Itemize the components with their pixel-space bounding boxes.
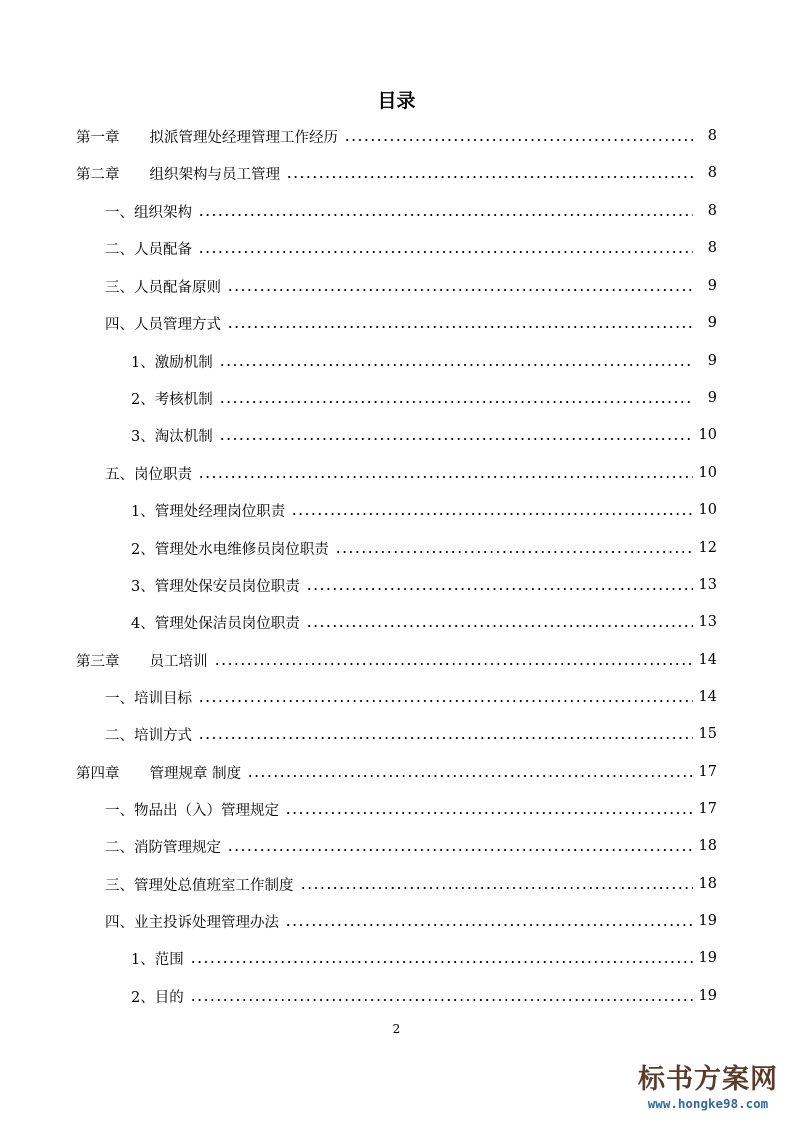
toc-entry-label xyxy=(105,201,192,222)
toc-page-number: 13 xyxy=(698,614,717,630)
toc-dot-leader xyxy=(214,663,693,665)
toc-page-number: 17 xyxy=(698,801,717,817)
toc-entry-text: 四、业主投诉处理管理办法 xyxy=(105,914,279,931)
toc-entry-text: 一、培训目标 xyxy=(105,690,192,707)
toc-page-number: 18 xyxy=(698,838,717,854)
toc-dot-leader xyxy=(344,139,693,141)
toc-entry[interactable] xyxy=(105,200,717,222)
toc-page-number: 9 xyxy=(707,278,717,294)
toc-entry[interactable] xyxy=(131,947,717,969)
toc-page-number: 14 xyxy=(698,689,717,705)
toc-page-number: 19 xyxy=(698,950,717,966)
toc-page-number: 9 xyxy=(707,353,717,369)
toc-entry[interactable] xyxy=(76,125,717,147)
toc-entry[interactable] xyxy=(105,723,717,745)
toc-dot-leader xyxy=(198,214,693,216)
toc-dot-leader xyxy=(198,700,693,702)
toc-entry[interactable] xyxy=(131,350,717,372)
toc-entry-label xyxy=(105,313,221,334)
toc-entry-label xyxy=(131,612,300,633)
toc-entry-label xyxy=(105,836,221,857)
toc-entry-label xyxy=(76,762,241,783)
toc-entry-text: 拟派管理处经理管理工作经历 xyxy=(149,129,338,146)
toc-dot-leader xyxy=(306,625,693,627)
toc-entry[interactable] xyxy=(131,574,717,596)
toc-dot-leader xyxy=(190,999,693,1001)
toc-page-number: 12 xyxy=(698,540,717,556)
toc-entry-text: 三、管理处总值班室工作制度 xyxy=(105,877,294,894)
toc-page-number: 13 xyxy=(698,577,717,593)
toc-entry[interactable] xyxy=(105,462,717,484)
toc-entry[interactable] xyxy=(105,686,717,708)
toc-entry[interactable] xyxy=(76,162,717,184)
toc-entry[interactable] xyxy=(105,237,717,259)
toc-dot-leader xyxy=(300,887,693,889)
toc-entry[interactable] xyxy=(105,873,717,895)
toc-entry-label xyxy=(105,276,221,297)
toc-entry-label xyxy=(105,799,279,820)
toc-entry-label xyxy=(105,687,192,708)
toc-chapter-number: 第一章 xyxy=(76,129,120,146)
toc-entry-text: 3、淘汰机制 xyxy=(131,428,213,445)
toc-entry-label xyxy=(105,463,192,484)
toc-chapter-number: 第二章 xyxy=(76,166,120,183)
toc-dot-leader xyxy=(227,289,693,291)
toc-entry-label xyxy=(131,500,285,521)
toc-entry-text: 1、管理处经理岗位职责 xyxy=(131,503,286,520)
toc-entry-text: 一、物品出（入）管理规定 xyxy=(105,802,279,819)
toc-entry-text: 二、培训方式 xyxy=(105,727,192,744)
toc-entry-label xyxy=(76,126,338,147)
toc-dot-leader xyxy=(198,737,693,739)
toc-dot-leader xyxy=(286,176,693,178)
toc-entry-label xyxy=(131,986,184,1007)
toc-entry[interactable] xyxy=(105,275,717,297)
toc-entry-label xyxy=(131,948,184,969)
toc-page-number: 15 xyxy=(698,726,717,742)
toc-entry-text: 员工培训 xyxy=(149,653,208,670)
toc-entry-label xyxy=(76,163,280,184)
toc-page-number: 8 xyxy=(707,165,717,181)
toc-page-number: 8 xyxy=(707,128,717,144)
toc-page-number: 19 xyxy=(698,913,717,929)
toc-entry-text: 3、管理处保安员岗位职责 xyxy=(131,578,300,595)
toc-entry-label xyxy=(105,238,192,259)
toc-entry-label xyxy=(131,538,329,559)
toc-entry[interactable] xyxy=(105,835,717,857)
toc-dot-leader xyxy=(247,775,692,777)
toc-entry-text: 1、范围 xyxy=(131,951,184,968)
toc-entry-label xyxy=(105,911,279,932)
toc-entry[interactable] xyxy=(105,910,717,932)
toc-entry[interactable] xyxy=(131,537,717,559)
toc-entry-label xyxy=(76,650,208,671)
toc-entry-text: 二、人员配备 xyxy=(105,241,192,258)
toc-dot-leader xyxy=(227,849,693,851)
toc-dot-leader xyxy=(219,364,693,366)
toc-dot-leader xyxy=(190,961,693,963)
toc-entry-text: 二、消防管理规定 xyxy=(105,839,221,856)
toc-page-number: 8 xyxy=(707,203,717,219)
toc-dot-leader xyxy=(285,924,693,926)
toc-entry-text: 四、人员管理方式 xyxy=(105,316,221,333)
toc-page-number: 18 xyxy=(698,876,717,892)
toc-dot-leader xyxy=(198,251,693,253)
page-number: 2 xyxy=(392,1022,401,1036)
site-watermark-logo xyxy=(628,1064,788,1118)
toc-entry-label xyxy=(105,874,294,895)
toc-entry-text: 组织架构与员工管理 xyxy=(149,166,280,183)
toc-page-number: 8 xyxy=(707,240,717,256)
toc-entry-label xyxy=(131,351,213,372)
toc-entry-label xyxy=(131,425,213,446)
toc-page-number: 10 xyxy=(698,502,717,518)
toc-entry-text: 2、目的 xyxy=(131,989,184,1006)
toc-entry-text: 一、组织架构 xyxy=(105,204,192,221)
toc-entry-text: 2、管理处水电维修员岗位职责 xyxy=(131,541,329,558)
toc-dot-leader xyxy=(285,812,693,814)
toc-dot-leader xyxy=(198,476,693,478)
toc-dot-leader xyxy=(335,551,693,553)
toc-page-number: 17 xyxy=(698,764,717,780)
toc-dot-leader xyxy=(219,401,693,403)
toc-dot-leader xyxy=(227,326,693,328)
toc-entry-text: 2、考核机制 xyxy=(131,391,213,408)
toc-dot-leader xyxy=(219,438,693,440)
toc-entry[interactable] xyxy=(76,649,717,671)
toc-page-number: 19 xyxy=(698,988,717,1004)
toc-page-number: 9 xyxy=(707,315,717,331)
toc-page-number: 14 xyxy=(698,652,717,668)
toc-entry-text: 管理规章 制度 xyxy=(149,765,242,782)
toc-entry[interactable] xyxy=(131,499,717,521)
toc-entry-label xyxy=(105,724,192,745)
toc-entry[interactable] xyxy=(131,387,717,409)
watermark-brand: 标书方案网 xyxy=(638,1064,778,1095)
toc-entry-text: 1、激励机制 xyxy=(131,354,213,371)
toc-entry[interactable] xyxy=(131,611,717,633)
toc-page-number: 9 xyxy=(707,390,717,406)
toc-dot-leader xyxy=(306,588,693,590)
toc-entry-text: 4、管理处保洁员岗位职责 xyxy=(131,615,300,632)
toc-title: 目录 xyxy=(377,90,416,112)
toc-entry[interactable] xyxy=(105,798,717,820)
toc-dot-leader xyxy=(291,513,692,515)
toc-page-number: 10 xyxy=(698,465,717,481)
toc-entry-text: 三、人员配备原则 xyxy=(105,279,221,296)
toc-entry[interactable] xyxy=(105,312,717,334)
toc-chapter-number: 第四章 xyxy=(76,765,120,782)
toc-page-number: 10 xyxy=(698,427,717,443)
toc-entry-label xyxy=(131,388,213,409)
toc-chapter-number: 第三章 xyxy=(76,653,120,670)
toc-entry-text: 五、岗位职责 xyxy=(105,466,192,483)
toc-entry[interactable] xyxy=(131,985,717,1007)
toc-entry-label xyxy=(131,575,300,596)
toc-entry[interactable] xyxy=(76,761,717,783)
watermark-url: www.hongke98.com xyxy=(647,1096,769,1111)
toc-entry[interactable] xyxy=(131,424,717,446)
